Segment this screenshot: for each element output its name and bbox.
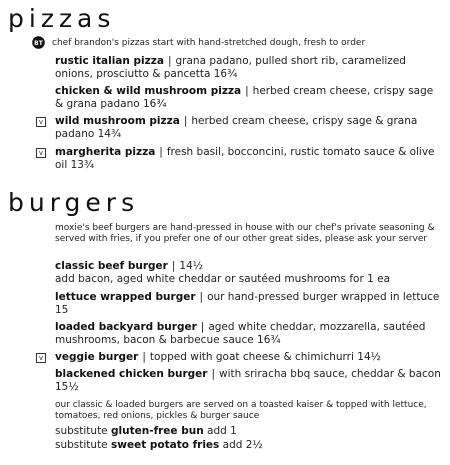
item-description: aged white cheddar, mozzarella, sautéed mushrooms, bacon & barbecue sauce — [55, 321, 426, 346]
item-price: 16¾ — [257, 334, 281, 346]
menu-item-loaded-backyard-burger — [55, 321, 443, 347]
item-description: our hand-pressed burger wrapped in lettuce — [207, 291, 440, 303]
burgers-note: our classic & loaded burgers are served on a toasted kaiser & topped with lettuce, tomatoes, red onions, pickles & burger sauce — [55, 400, 427, 421]
menu-item-classic-beef-burger — [55, 260, 443, 286]
separator: | — [142, 351, 146, 363]
menu-item-veggie-burger — [55, 351, 443, 364]
item-description: herbed cream cheese, crispy sage & grana padano — [55, 115, 418, 140]
separator: | — [171, 260, 176, 272]
sub-price: 1 — [230, 425, 237, 437]
item-description: herbed cream cheese, crispy sage & grana padano — [55, 85, 434, 110]
pizzas-heading: pizzas — [8, 4, 116, 33]
sub-prefix: substitute — [55, 439, 108, 451]
sub-price: 2½ — [245, 439, 263, 451]
item-price: 15½ — [55, 381, 79, 393]
vegetarian-icon: v — [36, 117, 46, 127]
item-price: 16¾ — [143, 98, 167, 110]
item-description: grana padano, pulled short rib, caramelized onions, prosciutto & pancetta — [55, 55, 406, 80]
item-description: with sriracha bbq sauce, cheddar & bacon — [219, 368, 441, 380]
separator: | — [167, 55, 172, 67]
item-price: 15 — [55, 304, 69, 316]
separator: | — [183, 115, 188, 127]
item-description: fresh basil, bocconcini, rustic tomato sauce & olive oil — [55, 146, 435, 171]
separator: | — [199, 291, 204, 303]
item-price: 13¾ — [70, 159, 95, 171]
item-name: wild mushroom pizza — [55, 115, 180, 127]
item-extra: add bacon, aged white cheddar or sautéed mushrooms for 1 ea — [55, 273, 391, 285]
item-description: topped with goat cheese & chimichurri — [149, 351, 354, 363]
sub-suffix: add — [222, 439, 243, 451]
chef-badge-text: BT — [34, 40, 43, 47]
vegetarian-icon: v — [36, 148, 46, 158]
menu-item-margherita-pizza — [55, 146, 443, 172]
menu-item-chicken-wild-mushroom-pizza — [55, 85, 443, 111]
substitution-gluten-free-bun — [55, 425, 237, 438]
item-name: rustic italian pizza — [55, 55, 164, 67]
sub-name: sweet potato fries — [111, 439, 220, 451]
chef-badge-icon — [32, 36, 45, 49]
substitution-sweet-potato-fries — [55, 439, 263, 452]
separator: | — [200, 321, 205, 333]
item-price: 14¾ — [97, 128, 122, 140]
pizzas-intro: chef brandon's pizzas start with hand-stretched dough, fresh to order — [52, 38, 366, 48]
separator: | — [245, 85, 249, 97]
item-price: 16¾ — [213, 68, 238, 80]
vegetarian-icon: v — [36, 353, 46, 363]
item-name: margherita pizza — [55, 146, 156, 158]
item-name: blackened chicken burger — [55, 368, 208, 380]
sub-prefix: substitute — [55, 425, 108, 437]
burgers-intro: moxie's beef burgers are hand-pressed in house with our chef's private seasoning & served with fries, if you prefer one of our other great sides, please ask your server — [55, 223, 435, 244]
item-price: 14½ — [357, 351, 381, 363]
item-name: lettuce wrapped burger — [55, 291, 196, 303]
sub-name: gluten-free bun — [111, 425, 204, 437]
menu-item-blackened-chicken-burger — [55, 368, 443, 394]
menu-item-lettuce-wrapped-burger — [55, 291, 443, 317]
menu-item-rustic-italian-pizza — [55, 55, 443, 81]
item-name: classic beef burger — [55, 260, 168, 272]
sub-suffix: add — [207, 425, 227, 437]
item-name: chicken & wild mushroom pizza — [55, 85, 242, 97]
burgers-heading: burgers — [8, 188, 140, 217]
item-name: loaded backyard burger — [55, 321, 197, 333]
item-price: 14½ — [179, 260, 203, 272]
separator: | — [211, 368, 216, 380]
separator: | — [159, 146, 163, 158]
item-name: veggie burger — [55, 351, 139, 363]
menu-item-wild-mushroom-pizza — [55, 115, 443, 141]
